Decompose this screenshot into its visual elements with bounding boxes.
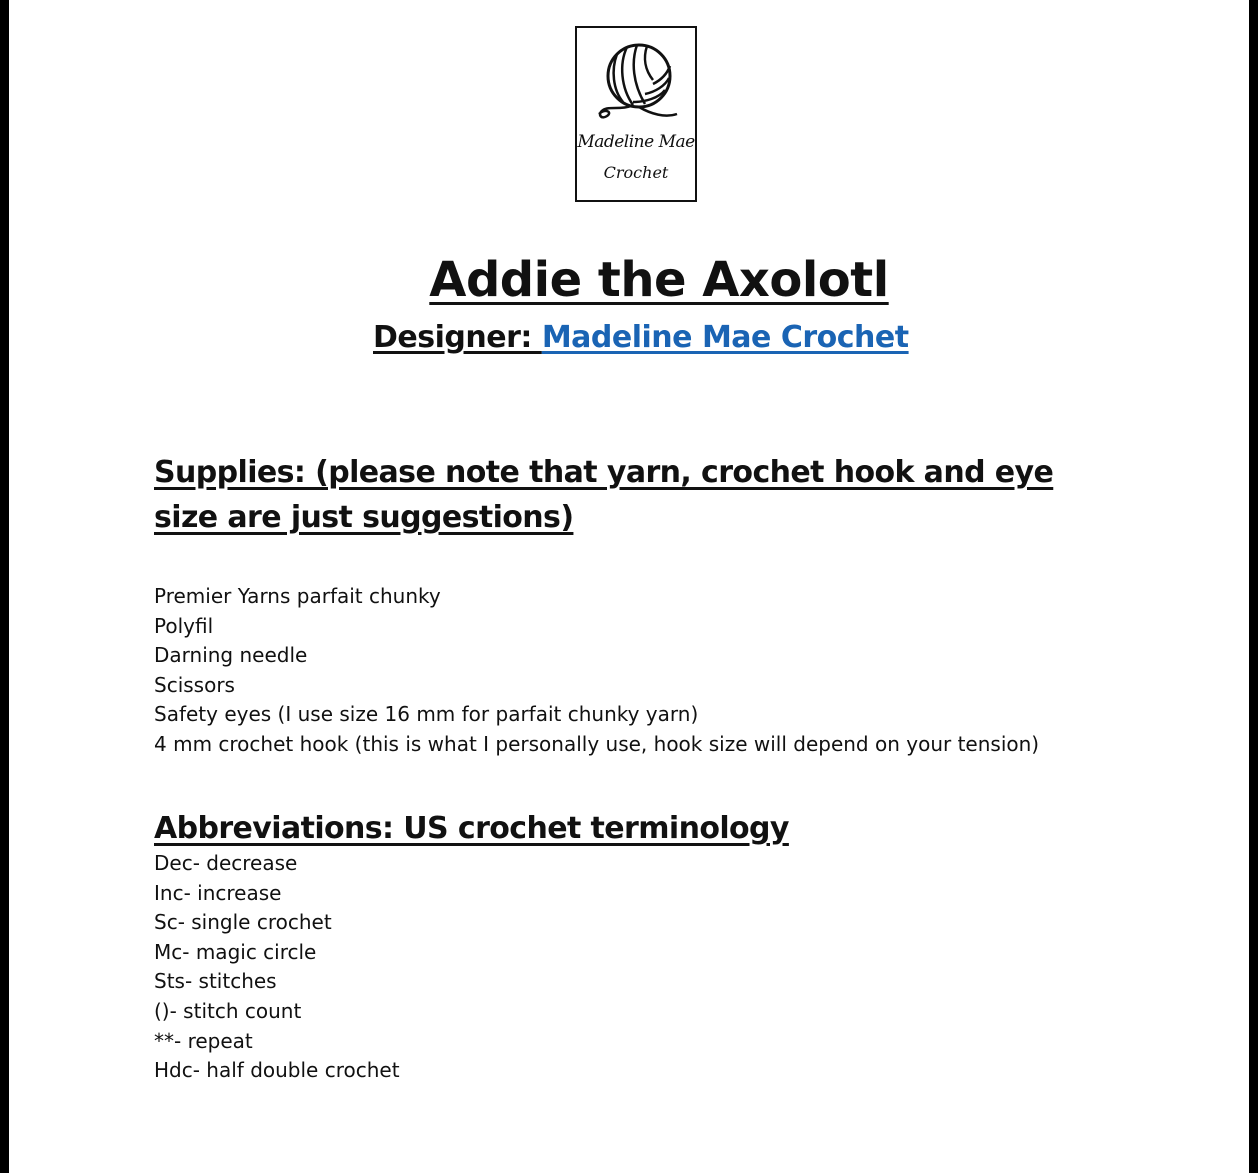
page-title: [9, 250, 1258, 310]
list-item: Sc- single crochet: [154, 910, 332, 935]
list-item: **- repeat: [154, 1028, 253, 1053]
designer-label: Designer:: [373, 320, 542, 355]
designer-link[interactable]: Madeline Mae Crochet: [541, 320, 909, 355]
list-item: Inc- increase: [154, 880, 282, 905]
list-item: ()- stitch count: [154, 998, 302, 1023]
designer-line: [373, 318, 909, 358]
page-title-text: Addie the Axolotl: [429, 252, 889, 308]
list-item: Safety eyes (I use size 16 mm for parfait chunky yarn): [154, 702, 699, 727]
supplies-heading: Supplies: (please note that yarn, crochet hook and eye size are just suggestions): [154, 455, 1054, 535]
abbreviations-list: [154, 849, 400, 1086]
list-item: Scissors: [154, 672, 235, 697]
abbreviations-heading: Abbreviations: US crochet terminology: [154, 811, 789, 846]
list-item: 4 mm crochet hook (this is what I personally use, hook size will depend on your tension): [154, 731, 1040, 756]
list-item: Sts- stitches: [154, 969, 277, 994]
list-item: Dec- decrease: [154, 851, 298, 875]
logo-text-line2: Crochet: [603, 163, 669, 182]
list-item: Mc- magic circle: [154, 939, 317, 964]
list-item: Hdc- half double crochet: [154, 1058, 400, 1083]
logo: [575, 26, 697, 202]
yarn-ball-icon: [595, 40, 679, 130]
list-item: Polyfil: [154, 613, 214, 638]
list-item: Darning needle: [154, 643, 308, 668]
logo-text-line1: Madeline Mae: [577, 132, 695, 152]
supplies-list: [154, 582, 1039, 760]
document-page: [9, 0, 1249, 1173]
list-item: Premier Yarns parfait chunky: [154, 584, 441, 608]
